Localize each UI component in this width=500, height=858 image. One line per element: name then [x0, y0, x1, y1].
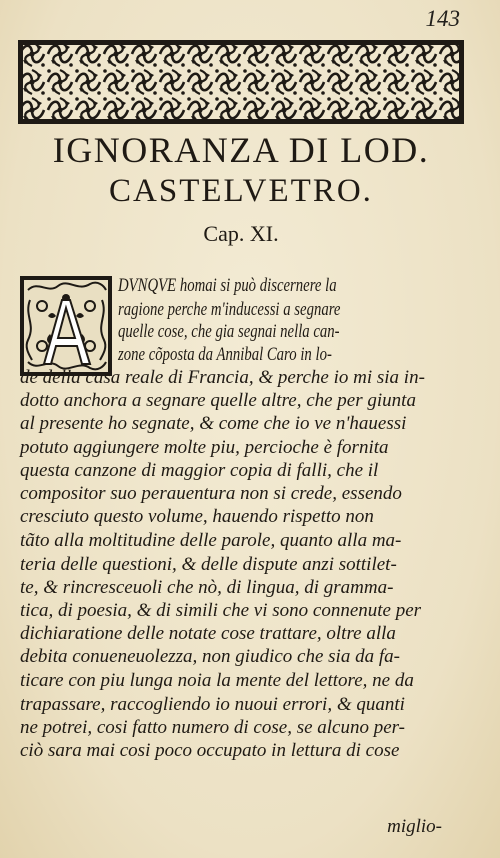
text-line: ne potrei, cosi fatto numero di cose, se alcuno per-	[20, 717, 406, 738]
chapter-heading: Cap. XI.	[203, 221, 279, 246]
text-line: ticare con piu lunga noia la mente del lettore, ne da	[20, 670, 414, 691]
title-line-1: IGNORANZA DI LOD.	[52, 130, 430, 170]
text-line: questa canzone di maggior copia di falli, che il	[20, 460, 379, 481]
title-line-2: CASTELVETRO.	[109, 173, 373, 209]
text-line: tica, di poesia, & di simili che vi sono connenute per	[20, 600, 422, 621]
text-line: zone cõposta da Annibal Caro in lo-	[118, 344, 332, 365]
text-line: ragione perche m'inducessi a segnare	[118, 299, 341, 320]
text-line: potuto aggiungere molte piu, percioche è fornita	[20, 437, 389, 458]
text-line: quelle cose, che gia segnai nella can-	[118, 321, 340, 342]
ornamental-headpiece	[18, 40, 464, 124]
decorated-initial-a	[20, 276, 112, 376]
text-line: ciò sara mai cosi poco occupato in lettura di cose	[20, 740, 400, 761]
text-line: te, & rincresceuoli che nò, di lingua, di gramma-	[20, 577, 394, 598]
text-line: compositor suo perauentura non si crede, essendo	[20, 483, 402, 504]
text-line: tãto alla moltitudine delle parole, quanto alla ma-	[20, 530, 402, 551]
text-line: dichiaratione delle notate cose trattare, oltre alla	[20, 623, 396, 644]
page-number: 143	[425, 6, 460, 31]
text-line: al presente ho segnate, & come che io ve n'hauessi	[20, 413, 407, 434]
text-line: teria delle questioni, & delle dispute anzi sottilet-	[20, 554, 397, 575]
text-line: trapassare, raccogliendo io nuoui errori, & quanti	[20, 694, 405, 715]
text-line: cresciuto questo volume, hauendo rispetto non	[20, 506, 374, 527]
text-line: DVNQVE homai si può discernere la	[118, 275, 337, 296]
text-line: dotto anchora a segnare quelle altre, che per giunta	[20, 390, 416, 411]
text-line: debita conueneuolezza, non giudico che sia da fa-	[20, 646, 400, 667]
text-line: de della casa reale di Francia, & perche io mi sia in-	[20, 367, 425, 388]
catchword: miglio-	[387, 816, 442, 837]
